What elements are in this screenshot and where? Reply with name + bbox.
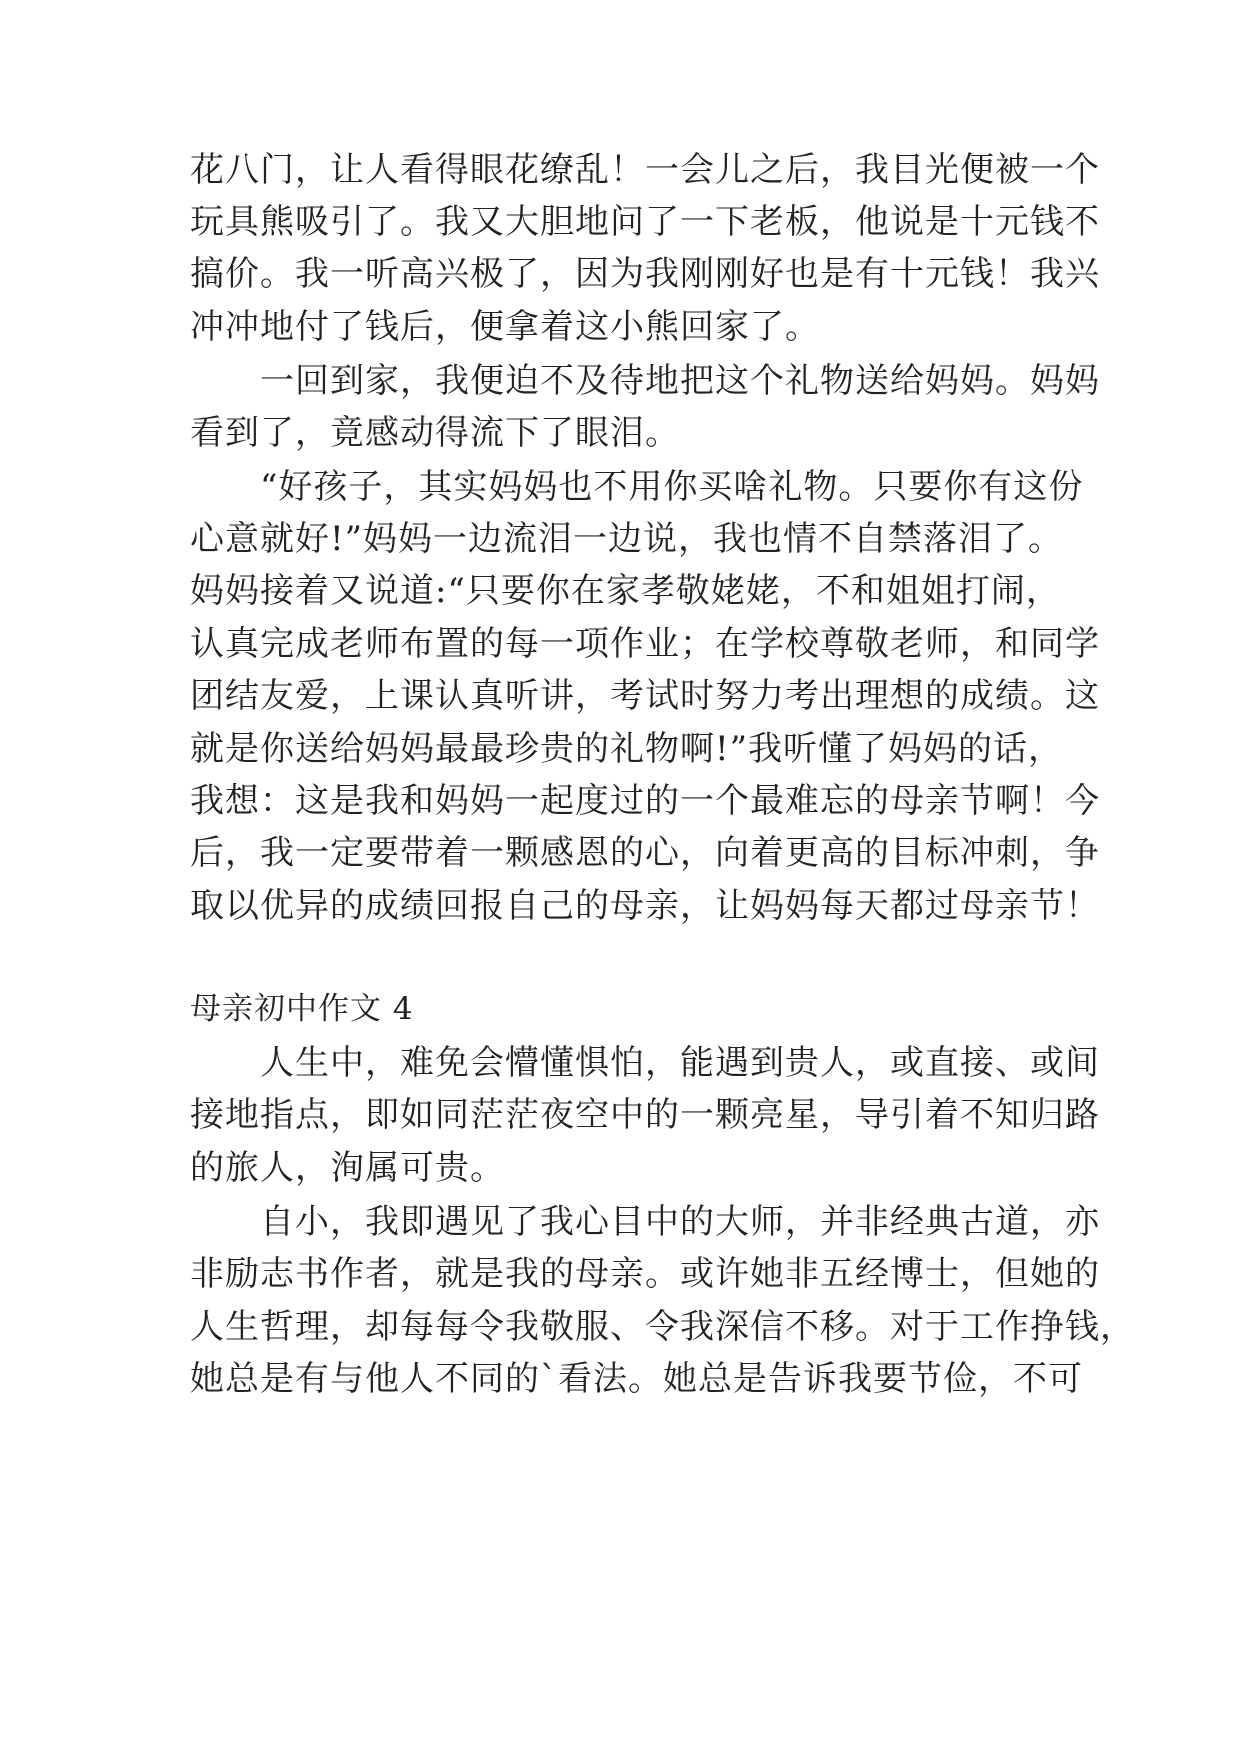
paragraph-line: 搞价。我一听高兴极了，因为我刚刚好也是有十元钱！我兴	[190, 254, 1100, 294]
paragraph-line: 人生中，难免会懵懂惧怕，能遇到贵人，或直接、或间	[260, 1043, 1100, 1083]
paragraph-line: “好孩子，其实妈妈也不用你买啥礼物。只要你有这份	[260, 467, 1084, 507]
paragraph-line: 团结友爱，上课认真听讲，考试时努力考出理想的成绩。这	[190, 676, 1100, 716]
paragraph-line: 心意就好!”妈妈一边流泪一边说，我也情不自禁落泪了。	[190, 519, 1064, 559]
paragraph-line: 她总是有与他人不同的`看法。她总是告诉我要节俭，不可	[190, 1359, 1083, 1399]
paragraph-line: 妈妈接着又说道:“只要你在家孝敬姥姥，不和姐姐打闹，	[190, 571, 1061, 611]
paragraph-line: 冲冲地付了钱后，便拿着这小熊回家了。	[190, 307, 820, 347]
paragraph-line: 取以优异的成绩回报自己的母亲，让妈妈每天都过母亲节！	[190, 886, 1100, 926]
paragraph-line: 认真完成老师布置的每一项作业；在学校尊敬老师，和同学	[190, 624, 1100, 664]
paragraph-line: 一回到家，我便迫不及待地把这个礼物送给妈妈。妈妈	[260, 361, 1100, 401]
paragraph-line: 非励志书作者，就是我的母亲。或许她非五经博士，但她的	[190, 1254, 1100, 1294]
paragraph-line: 玩具熊吸引了。我又大胆地问了一下老板，他说是十元钱不	[190, 202, 1100, 242]
paragraph-line: 就是你送给妈妈最最珍贵的礼物啊!”我听懂了妈妈的话，	[190, 729, 1064, 769]
paragraph-line: 自小，我即遇见了我心目中的大师，并非经典古道，亦	[260, 1202, 1100, 1242]
paragraph-line: 我想：这是我和妈妈一起度过的一个最难忘的母亲节啊！今	[190, 781, 1100, 821]
paragraph-line: 接地指点，即如同茫茫夜空中的一颗亮星，导引着不知归路	[190, 1095, 1100, 1135]
paragraph-line: 人生哲理，却每每令我敬服、令我深信不移。对于工作挣钱，	[190, 1307, 1135, 1347]
paragraph-line: 看到了，竟感动得流下了眼泪。	[190, 413, 680, 453]
paragraph-line: 花八门，让人看得眼花缭乱！一会儿之后，我目光便被一个	[190, 150, 1100, 190]
paragraph-line: 的旅人，洵属可贵。	[190, 1148, 505, 1188]
paragraph-line: 后，我一定要带着一颗感恩的心，向着更高的目标冲刺，争	[190, 833, 1100, 873]
section-heading: 母亲初中作文 4	[190, 991, 414, 1027]
